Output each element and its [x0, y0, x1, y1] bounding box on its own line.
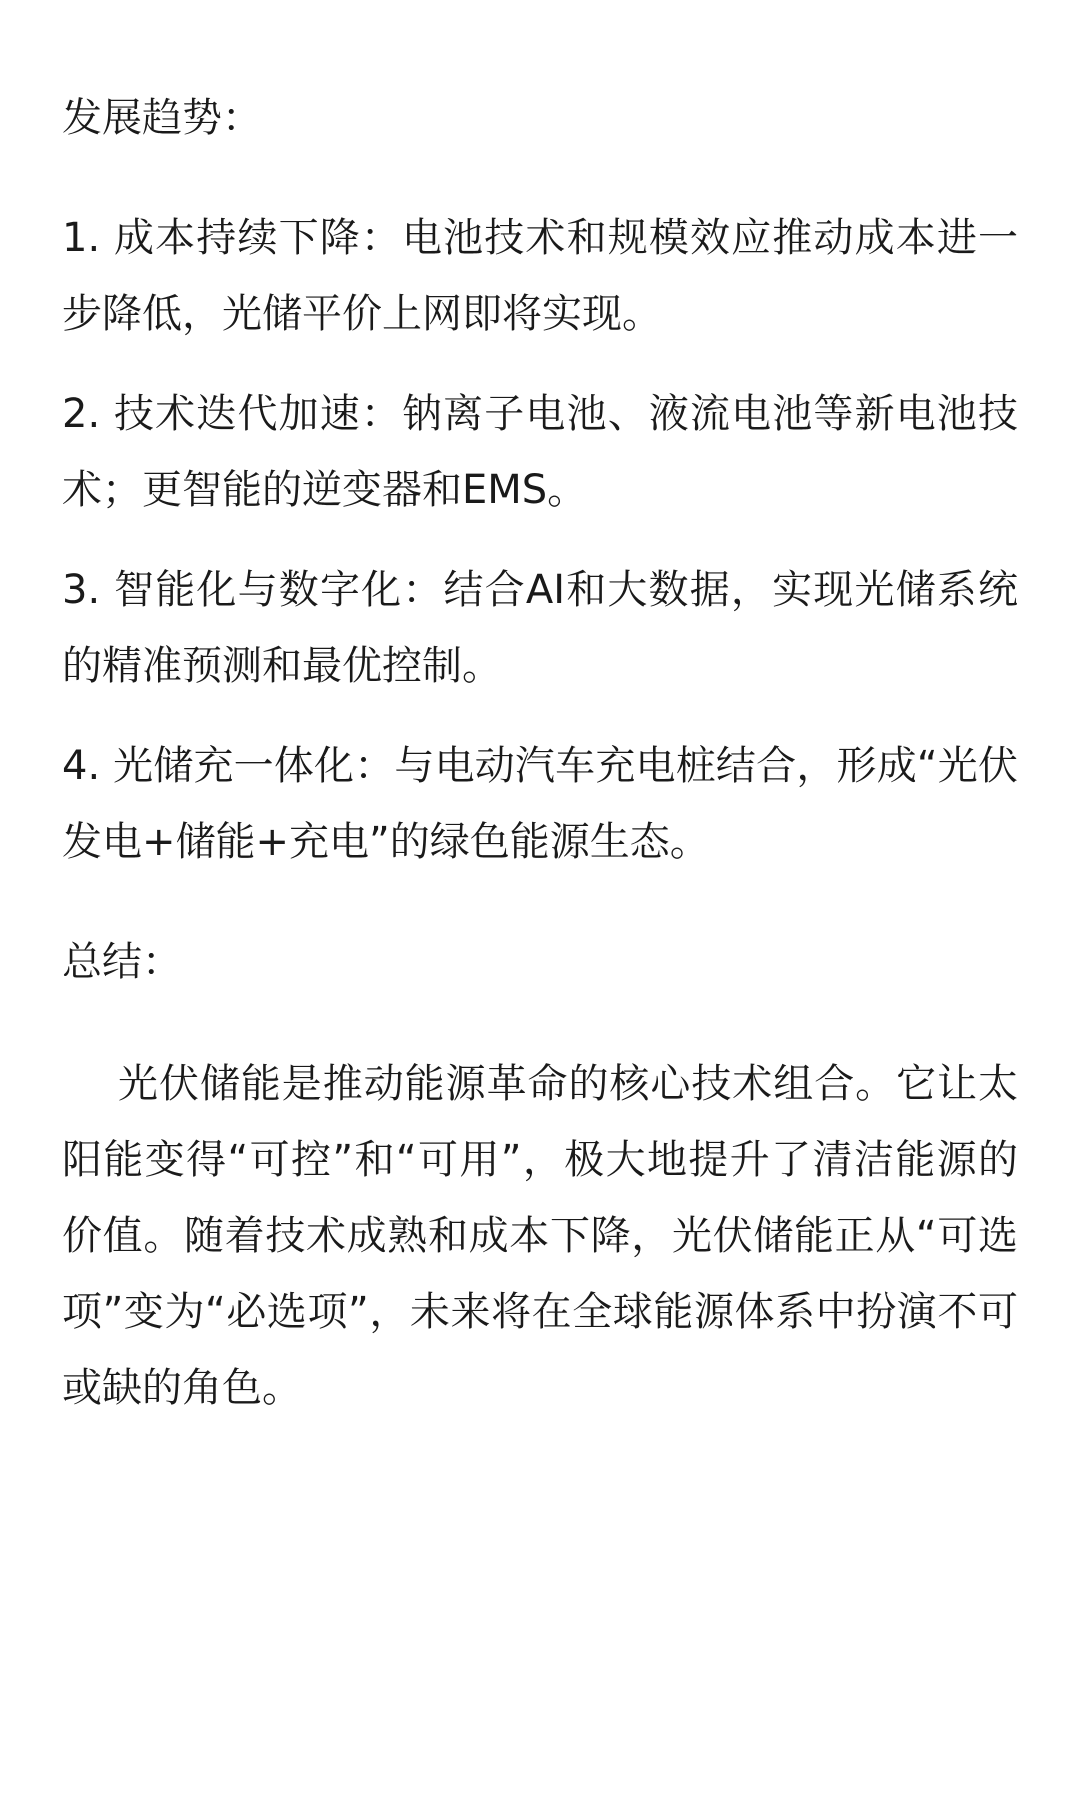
- trend-item-3: 3. 智能化与数字化：结合AI和大数据，实现光储系统的精准预测和最优控制。: [62, 567, 1018, 689]
- article-page: [62, 80, 1018, 1426]
- summary-heading: 总结：: [62, 939, 182, 985]
- trend-item-1: 1. 成本持续下降：电池技术和规模效应推动成本进一步降低，光储平价上网即将实现。: [62, 215, 1018, 337]
- trend-item-4: 4. 光储充一体化：与电动汽车充电桩结合，形成“光伏发电+储能+充电”的绿色能源生态。: [62, 743, 1018, 865]
- trends-list: [62, 200, 1018, 880]
- summary-paragraph: 光伏储能是推动能源革命的核心技术组合。它让太阳能变得“可控”和“可用”，极大地提升了清洁能源的价值。随着技术成熟和成本下降，光伏储能正从“可选项”变为“必选项”，未来将在全球能源体系中扮演不可或缺的角色。: [62, 1061, 1018, 1411]
- trend-item-2: 2. 技术迭代加速：钠离子电池、液流电池等新电池技术；更智能的逆变器和EMS。: [62, 391, 1018, 513]
- trends-heading: 发展趋势：: [62, 95, 262, 141]
